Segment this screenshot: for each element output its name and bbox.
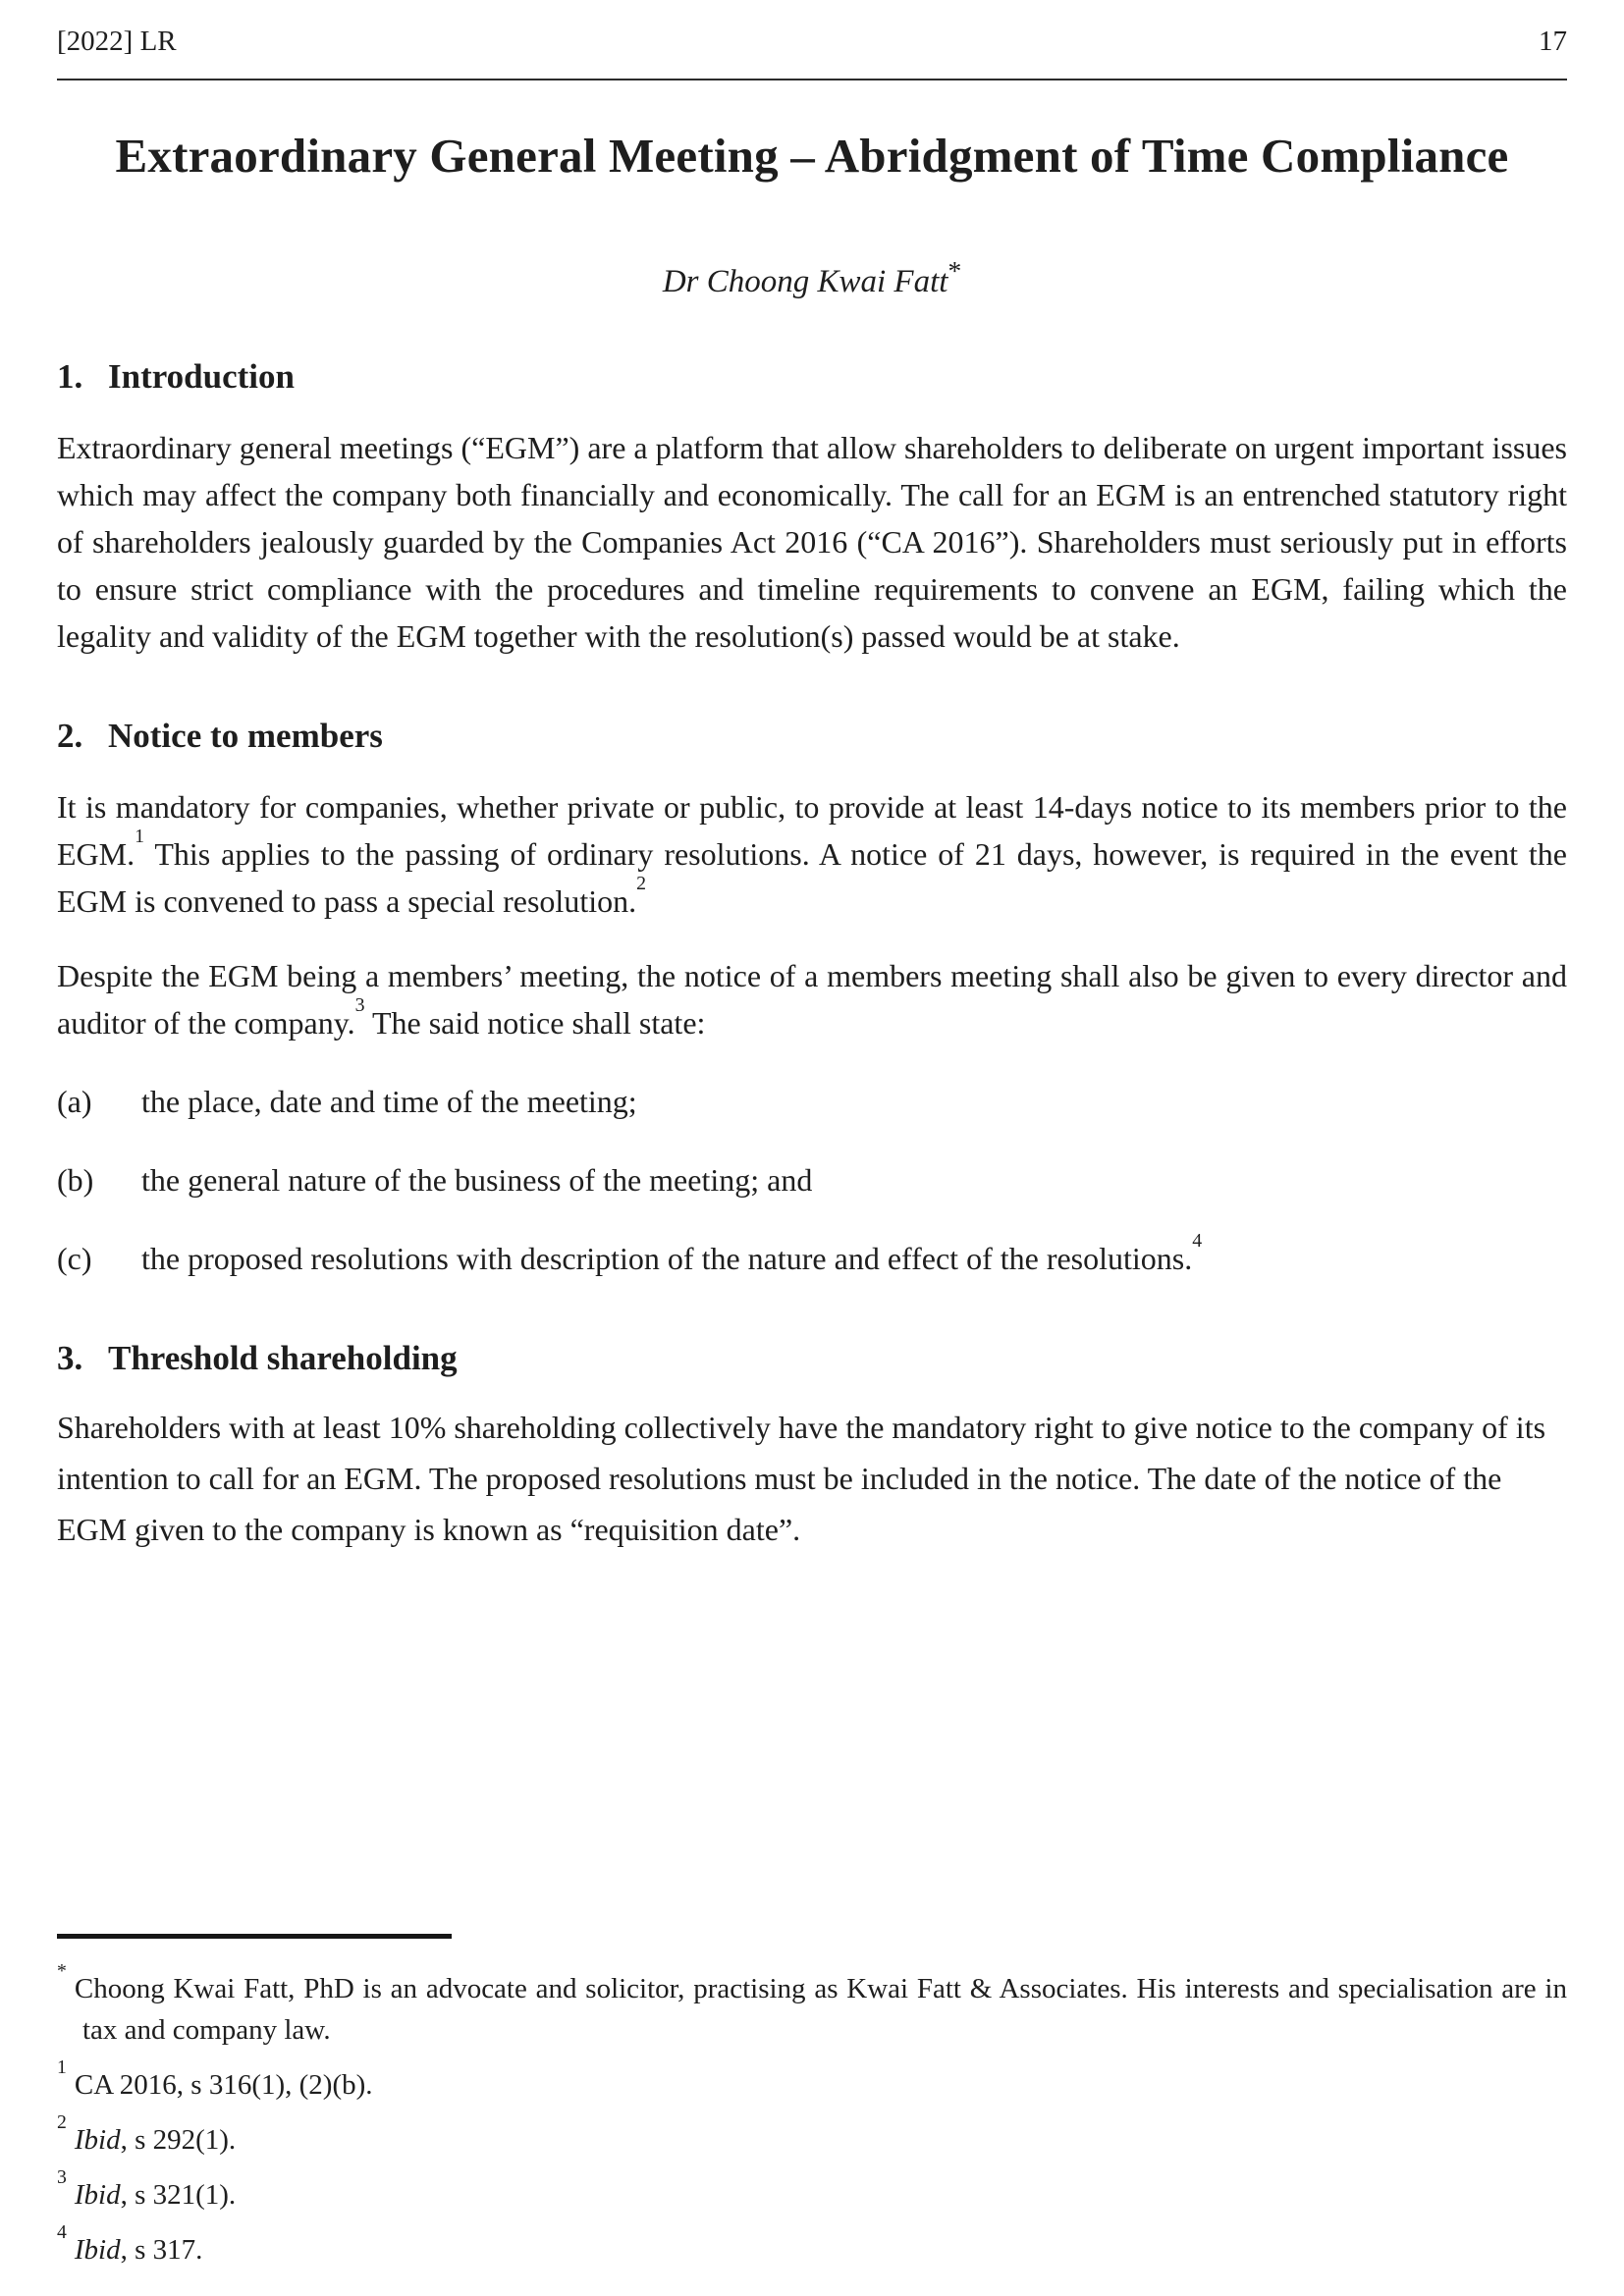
article-body <box>57 300 1567 1555</box>
running-head <box>57 24 1567 80</box>
footnote: $^1$CA 2016, s 316(1), (2)(b). <box>57 2056 373 2101</box>
list-item-text: the place, date and time of the meeting; <box>141 1083 637 1119</box>
list-item-text: the proposed resolutions with description of the nature and effect of the resolutions.$^4$ <box>141 1229 1203 1276</box>
footnote: $^4$Ibid, s 317. <box>57 2221 203 2266</box>
footnote-reference: 4 <box>1192 1229 1203 1252</box>
lettered-list <box>57 1078 1567 1282</box>
list-marker: (a) <box>57 1083 92 1119</box>
section-3 <box>57 1339 1567 1555</box>
section-1 <box>57 357 1567 660</box>
paragraph: Shareholders with at least 10% shareholding collectively have the mandatory right to give notice to the company of its intention to call for an EGM. The proposed resolutions must be included in the notice. The date of the notice of the EGM given to the company is known as “requisition date”. <box>57 1409 1546 1547</box>
list-marker: (c) <box>57 1240 92 1276</box>
section-2 <box>57 717 1567 1282</box>
section-heading <box>57 357 1567 397</box>
footnote-marker: 2 <box>57 2111 67 2134</box>
section-title: Introduction <box>108 356 295 396</box>
footnote-marker: * <box>57 1960 67 1983</box>
footnote-marker: 4 <box>57 2221 67 2244</box>
italic-text: Ibid <box>74 2234 121 2266</box>
footnote: $^2$Ibid, s 292(1). <box>57 2111 237 2156</box>
list-item <box>57 1229 1567 1282</box>
section-number: 2. <box>57 716 83 755</box>
list-item-text: the general nature of the business of the meeting; and <box>141 1161 813 1198</box>
author-line <box>57 255 1567 300</box>
footnote-marker: 3 <box>57 2166 67 2189</box>
section-heading <box>57 717 1567 756</box>
page-number: 17 <box>1539 26 1567 57</box>
paragraph: Extraordinary general meetings (“EGM”) are a platform that allow shareholders to deliberate on urgent important issues which may affect the company both financially and economically. The call for an EGM is an entrenched statutory right of shareholders jealously guarded by the Companies Act 2016 (“CA 2016”). Shareholders must seriously put in efforts to ensure strict compliance with the procedures and timeline requirements to convene an EGM, failing which the legality and validity of the EGM together with the resolution(s) passed would be at stake. <box>57 429 1567 654</box>
italic-text: Ibid <box>74 2179 121 2211</box>
article-title: Extraordinary General Meeting – Abridgment of Time Compliance <box>115 129 1509 183</box>
author-footnote-marker: * <box>947 254 962 286</box>
journal-reference: [2022] LR <box>57 26 177 57</box>
section-title: Notice to members <box>108 716 383 755</box>
list-marker: (b) <box>57 1161 94 1198</box>
italic-text: Ibid <box>74 2124 121 2156</box>
author-name: Dr Choong Kwai Fatt <box>662 263 948 299</box>
footnote: *Choong Kwai Fatt, PhD is an advocate and solicitor, practising as Kwai Fatt & Associates. His interests and specialisation are in tax and company law. <box>57 1960 1567 2046</box>
paragraph: It is mandatory for companies, whether private or public, to provide at least 14-days notice to its members prior to the EGM.$^1$ This applies to the passing of ordinary resolutions. A notice of 21 days, however, is required in the event the EGM is convened to pass a special resolution.$^2$ <box>57 788 1567 919</box>
list-item <box>57 1156 1567 1203</box>
section-title: Threshold shareholding <box>108 1338 458 1377</box>
footnote-reference: 2 <box>636 872 647 894</box>
paragraph: Despite the EGM being a members’ meeting, the notice of a members meeting shall also be given to every director and auditor of the company.$^3$ The said notice shall state: <box>57 957 1567 1041</box>
footnote-reference: 1 <box>135 825 145 847</box>
footnote-reference: 3 <box>354 993 365 1016</box>
footnotes <box>57 1960 1567 2270</box>
list-item <box>57 1078 1567 1125</box>
section-number: 3. <box>57 1338 83 1377</box>
footnote: $^3$Ibid, s 321(1). <box>57 2166 237 2211</box>
footnote-marker: 1 <box>57 2056 67 2079</box>
footnote-area <box>57 1934 1567 2270</box>
footnote-separator <box>57 1934 452 1939</box>
section-number: 1. <box>57 356 83 396</box>
section-heading <box>57 1339 1567 1378</box>
